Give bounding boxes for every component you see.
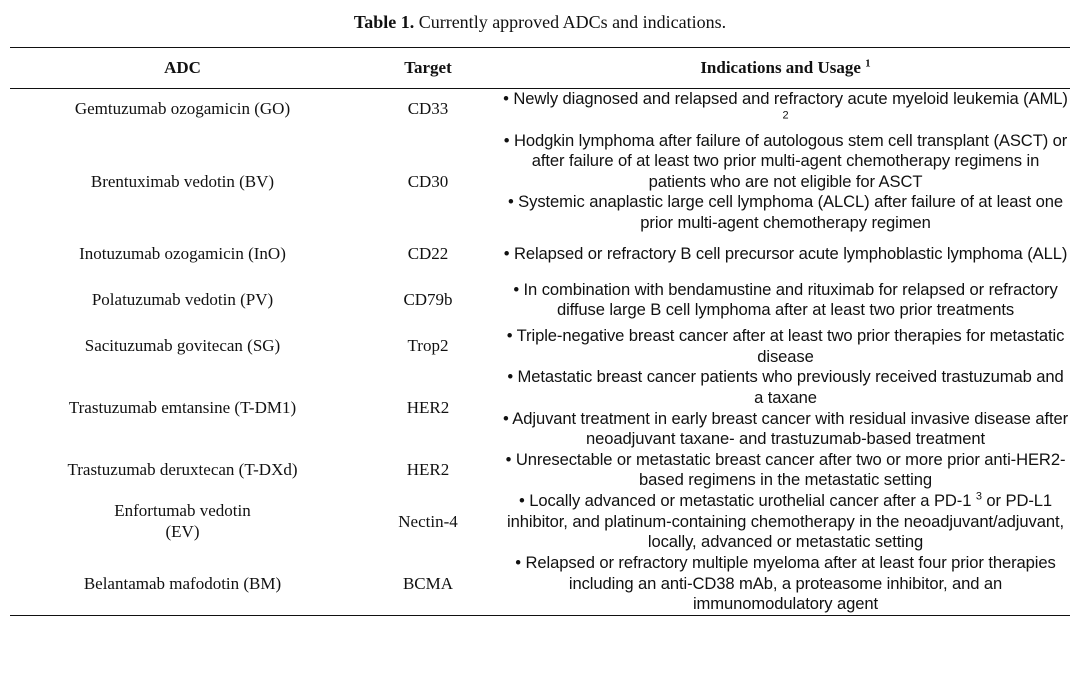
- indication-item: [501, 367, 1070, 408]
- cell-target: CD22: [407, 243, 449, 263]
- table-row: [10, 89, 1070, 131]
- indication-text: • Hodgkin lymphoma after failure of autologous stem cell transplant (ASCT) or after failure of at least two prior multi-agent chemotherapy regimens in patients who are not eligible for ASCT: [503, 130, 1068, 191]
- cell-target: CD79b: [403, 289, 453, 309]
- cell-indications: [501, 326, 1070, 367]
- indication-text: • Metastatic breast cancer patients who previously received trastuzumab and a taxane: [507, 367, 1064, 407]
- cell-adc: Sacituzumab govitecan (SG): [84, 336, 281, 356]
- header-indications-label: Indications and Usage: [700, 57, 861, 77]
- table-caption: [0, 11, 1080, 33]
- indication-item: [501, 409, 1070, 450]
- indication-item: [501, 326, 1070, 367]
- indication-item: [501, 192, 1070, 233]
- table-row: [10, 234, 1070, 274]
- indication-item: [501, 450, 1070, 491]
- header-row: [10, 48, 1070, 89]
- indication-text: • Locally advanced or metastatic urothelial cancer after a PD-1: [518, 491, 972, 511]
- cell-adc: Polatuzumab vedotin (PV): [91, 289, 274, 309]
- header-target: Target: [404, 57, 452, 77]
- table-body: [10, 89, 1070, 616]
- table-header: [10, 48, 1070, 89]
- cell-target: CD33: [407, 99, 449, 119]
- table-row: [10, 367, 1070, 449]
- cell-indications: [501, 130, 1070, 234]
- indication-text: • In combination with bendamustine and rituximab for relapsed or refractory diffuse large B cell lymphoma after at least two prior treatments: [513, 279, 1058, 320]
- header-adc: ADC: [164, 57, 201, 77]
- cell-indications: [501, 274, 1070, 326]
- header-indications: [501, 48, 1070, 89]
- cell-target: BCMA: [402, 573, 454, 593]
- table-caption-text: Currently approved ADCs and indications.: [414, 12, 727, 32]
- cell-target: HER2: [406, 398, 450, 418]
- indication-item: [501, 131, 1070, 193]
- indication-text: • Relapsed or refractory B cell precursor acute lymphoblastic lymphoma (ALL): [503, 243, 1068, 263]
- table-row: [10, 326, 1070, 367]
- cell-indications: [501, 367, 1070, 449]
- cell-adc: Brentuximab vedotin (BV): [90, 171, 275, 191]
- cell-adc: Inotuzumab ozogamicin (InO): [79, 243, 286, 263]
- indication-footnote: 3: [975, 490, 982, 503]
- cell-indications: [501, 234, 1070, 274]
- indication-text: • Unresectable or metastatic breast cancer after two or more prior anti-HER2-based regimens in the metastatic setting: [505, 449, 1066, 490]
- indication-item: [501, 244, 1070, 265]
- cell-indications: [501, 89, 1070, 131]
- cell-adc: Trastuzumab emtansine (T-DM1): [68, 398, 297, 418]
- indication-footnote: 2: [782, 109, 789, 122]
- cell-adc: Gemtuzumab ozogamicin (GO): [74, 99, 291, 119]
- table-row: [10, 130, 1070, 234]
- cell-indications: [501, 450, 1070, 491]
- indication-item: [501, 89, 1070, 130]
- table-row: [10, 553, 1070, 615]
- indication-text: • Newly diagnosed and relapsed and refractory acute myeloid leukemia (AML): [503, 89, 1068, 108]
- indication-text: • Triple-negative breast cancer after at least two prior therapies for metastatic disease: [506, 326, 1065, 366]
- cell-target: Nectin-4: [398, 511, 458, 531]
- indication-text: • Adjuvant treatment in early breast cancer with residual invasive disease after neoadjuvant taxane- and trastuzumab-based treatment: [502, 408, 1069, 449]
- indication-text: • Systemic anaplastic large cell lymphoma (ALCL) after failure of at least one prior multi-agent chemotherapy regimen: [507, 192, 1064, 233]
- cell-target: HER2: [406, 460, 450, 480]
- adc-table: [10, 47, 1070, 616]
- table-caption-label: Table 1.: [353, 12, 415, 32]
- cell-adc: Belantamab mafodotin (BM): [83, 573, 282, 593]
- indication-text: • Relapsed or refractory multiple myeloma after at least four prior therapies including an anti-CD38 mAb, a proteasome inhibitor, and an immunomodulatory agent: [515, 552, 1056, 614]
- cell-adc: Enfortumab vedotin (EV): [114, 501, 251, 541]
- indication-item: [501, 553, 1070, 615]
- header-indications-footnote: 1: [865, 57, 871, 70]
- table-row: [10, 274, 1070, 326]
- cell-target: Trop2: [407, 336, 449, 356]
- table-row: [10, 450, 1070, 491]
- indication-item: [501, 491, 1070, 553]
- indication-item: [501, 280, 1070, 321]
- table-row: [10, 491, 1070, 553]
- cell-indications: [501, 491, 1070, 553]
- cell-target: CD30: [407, 171, 449, 191]
- cell-adc: Trastuzumab deruxtecan (T-DXd): [67, 460, 298, 480]
- indication-text-continued: or PD-L1 inhibitor, and platinum-containing chemotherapy in the neoadjuvant/adjuvant, locally, advanced or metastatic setting: [507, 491, 1064, 552]
- cell-indications: [501, 553, 1070, 615]
